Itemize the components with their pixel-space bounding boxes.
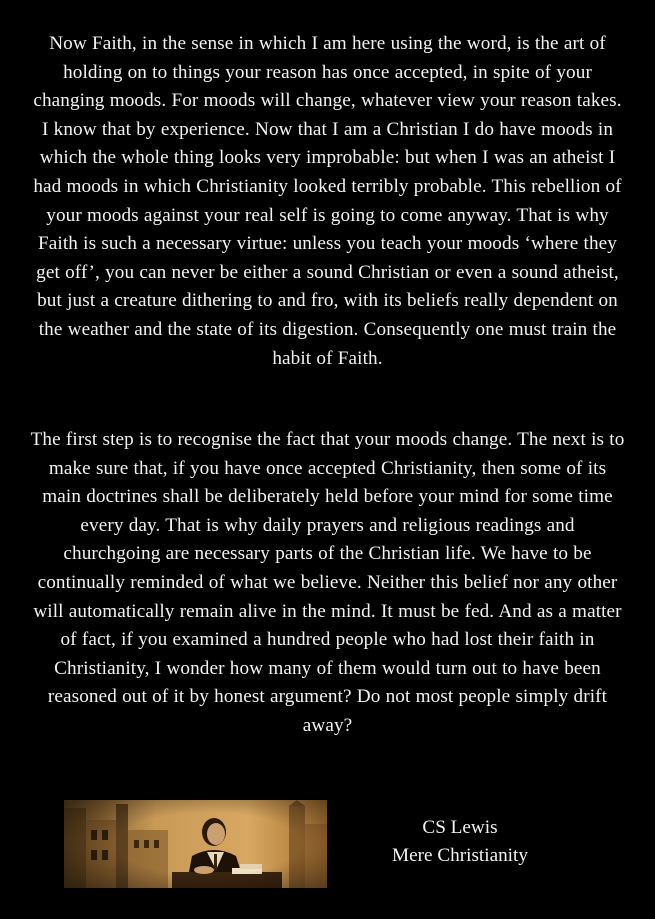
book-title: Mere Christianity [392, 845, 528, 866]
attribution [360, 814, 560, 870]
quote-paragraph-1: Now Faith, in the sense in which I am here using the word, is the art of holding on to things your reason has once accepted, in spite of your changing moods. For moods will change, whatever view your reason takes. I know that by experience. Now that I am a Christian I do have moods in which the whole thing looks very improbable: but when I was an atheist I had moods in which Christianity looked terribly probable. This rebellion of your moods against your real self is going to come anyway. That is why Faith is such a necessary virtue: unless you teach your moods ‘where they get off’, you can never be either a sound Christian or even a sound atheist, but just a creature dithering to and fro, with its beliefs really dependent on the weather and the state of its digestion. Consequently one must train the habit of Faith. [33, 33, 622, 369]
author-name: CS Lewis [422, 817, 498, 838]
quote-paragraph-2: The first step is to recognise the fact that your moods change. The next is to make sure that, if you have once accepted Christianity, then some of its main doctrines shall be deliberately held before your mind for some time every day. That is why daily prayers and religious readings and churchgoing are necessary parts of the Christian life. We have to be continually reminded of what we believe. Neither this belief nor any other will automatically remain alive in the mind. It must be fed. And as a matter of fact, if you examined a hundred people who had lost their faith in Christianity, I wonder how many of them would turn out to have been reasoned out of it by honest argument? Do not most people simply drift away? [30, 429, 625, 736]
portrait-photo-icon [64, 800, 327, 888]
author-portrait-photo [64, 800, 327, 888]
